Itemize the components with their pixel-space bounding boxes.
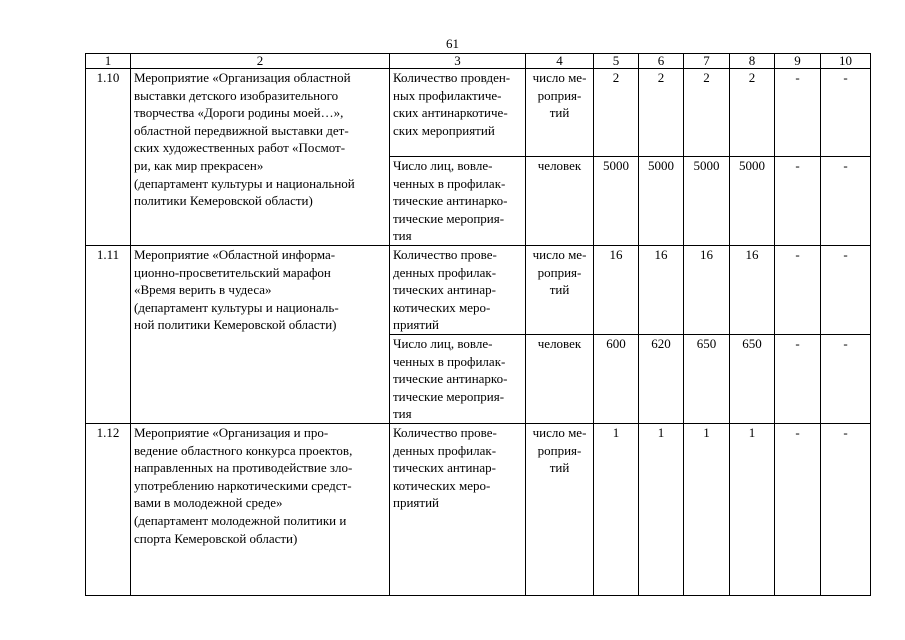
table-row xyxy=(86,69,871,157)
indicator-name: Число лиц, вовле- ченных в профилак- тические антинарко- тические мероприя- тия xyxy=(390,157,526,246)
value-col-8: 5000 xyxy=(730,157,775,246)
event-description: Мероприятие «Областной информа- ционно-просветительский марафон «Время верить в чудеса» (департамент культуры и националь- ной политики Кемеровской области) xyxy=(131,246,390,424)
header-col-4: 4 xyxy=(526,54,594,69)
page-number: 61 xyxy=(446,36,459,51)
event-description: Мероприятие «Организация и про- ведение областного конкурса проектов, направленных на противодействие зло- употреблению наркотическими средст- вами в молодежной среде» (департамент молодежной политики и спорта Кемеровской области) xyxy=(131,423,390,595)
value-col-9: - xyxy=(775,423,821,595)
value-col-8: 1 xyxy=(730,423,775,595)
indicator-name: Количество прове- денных профилак- тических антинар- котических меро- приятий xyxy=(390,423,526,595)
header-col-1: 1 xyxy=(86,54,131,69)
value-col-9: - xyxy=(775,334,821,423)
header-col-6: 6 xyxy=(639,54,684,69)
value-col-10: - xyxy=(821,334,871,423)
value-col-5: 2 xyxy=(594,69,639,157)
value-col-5: 1 xyxy=(594,423,639,595)
header-col-10: 10 xyxy=(821,54,871,69)
value-col-9: - xyxy=(775,157,821,246)
value-col-7: 2 xyxy=(684,69,730,157)
indicator-unit: число ме- роприя- тий xyxy=(526,69,594,157)
indicator-name: Число лиц, вовле- ченных в профилак- тические антинарко- тические мероприя- тия xyxy=(390,334,526,423)
value-col-7: 16 xyxy=(684,246,730,335)
indicator-unit: число ме- роприя- тий xyxy=(526,246,594,335)
header-col-3: 3 xyxy=(390,54,526,69)
value-col-10: - xyxy=(821,423,871,595)
indicator-unit: человек xyxy=(526,334,594,423)
indicator-name: Количество провден- ных профилактиче- ских антинаркотиче- ских мероприятий xyxy=(390,69,526,157)
value-col-6: 620 xyxy=(639,334,684,423)
value-col-6: 2 xyxy=(639,69,684,157)
program-table xyxy=(85,53,871,596)
value-col-7: 5000 xyxy=(684,157,730,246)
header-col-7: 7 xyxy=(684,54,730,69)
header-col-9: 9 xyxy=(775,54,821,69)
value-col-5: 16 xyxy=(594,246,639,335)
value-col-5: 600 xyxy=(594,334,639,423)
header-row xyxy=(86,54,871,69)
row-id: 1.10 xyxy=(86,69,131,246)
value-col-7: 1 xyxy=(684,423,730,595)
event-description: Мероприятие «Организация областной выставки детского изобразительного творчества «Дороги родины моей…», областной передвижной выставки дет- ских художественных работ «Посмот- ри, как мир прекрасен» (департамент культуры и национальной политики Кемеровской области) xyxy=(131,69,390,246)
value-col-8: 650 xyxy=(730,334,775,423)
value-col-5: 5000 xyxy=(594,157,639,246)
row-id: 1.12 xyxy=(86,423,131,595)
header-col-2: 2 xyxy=(131,54,390,69)
indicator-unit: человек xyxy=(526,157,594,246)
table-row xyxy=(86,423,871,595)
value-col-6: 5000 xyxy=(639,157,684,246)
value-col-9: - xyxy=(775,69,821,157)
indicator-name: Количество прове- денных профилак- тических антинар- котических меро- приятий xyxy=(390,246,526,335)
value-col-8: 2 xyxy=(730,69,775,157)
table-row xyxy=(86,246,871,335)
value-col-6: 1 xyxy=(639,423,684,595)
value-col-6: 16 xyxy=(639,246,684,335)
value-col-10: - xyxy=(821,246,871,335)
row-id: 1.11 xyxy=(86,246,131,424)
header-col-5: 5 xyxy=(594,54,639,69)
value-col-10: - xyxy=(821,157,871,246)
value-col-10: - xyxy=(821,69,871,157)
value-col-8: 16 xyxy=(730,246,775,335)
value-col-9: - xyxy=(775,246,821,335)
header-col-8: 8 xyxy=(730,54,775,69)
value-col-7: 650 xyxy=(684,334,730,423)
indicator-unit: число ме- роприя- тий xyxy=(526,423,594,595)
